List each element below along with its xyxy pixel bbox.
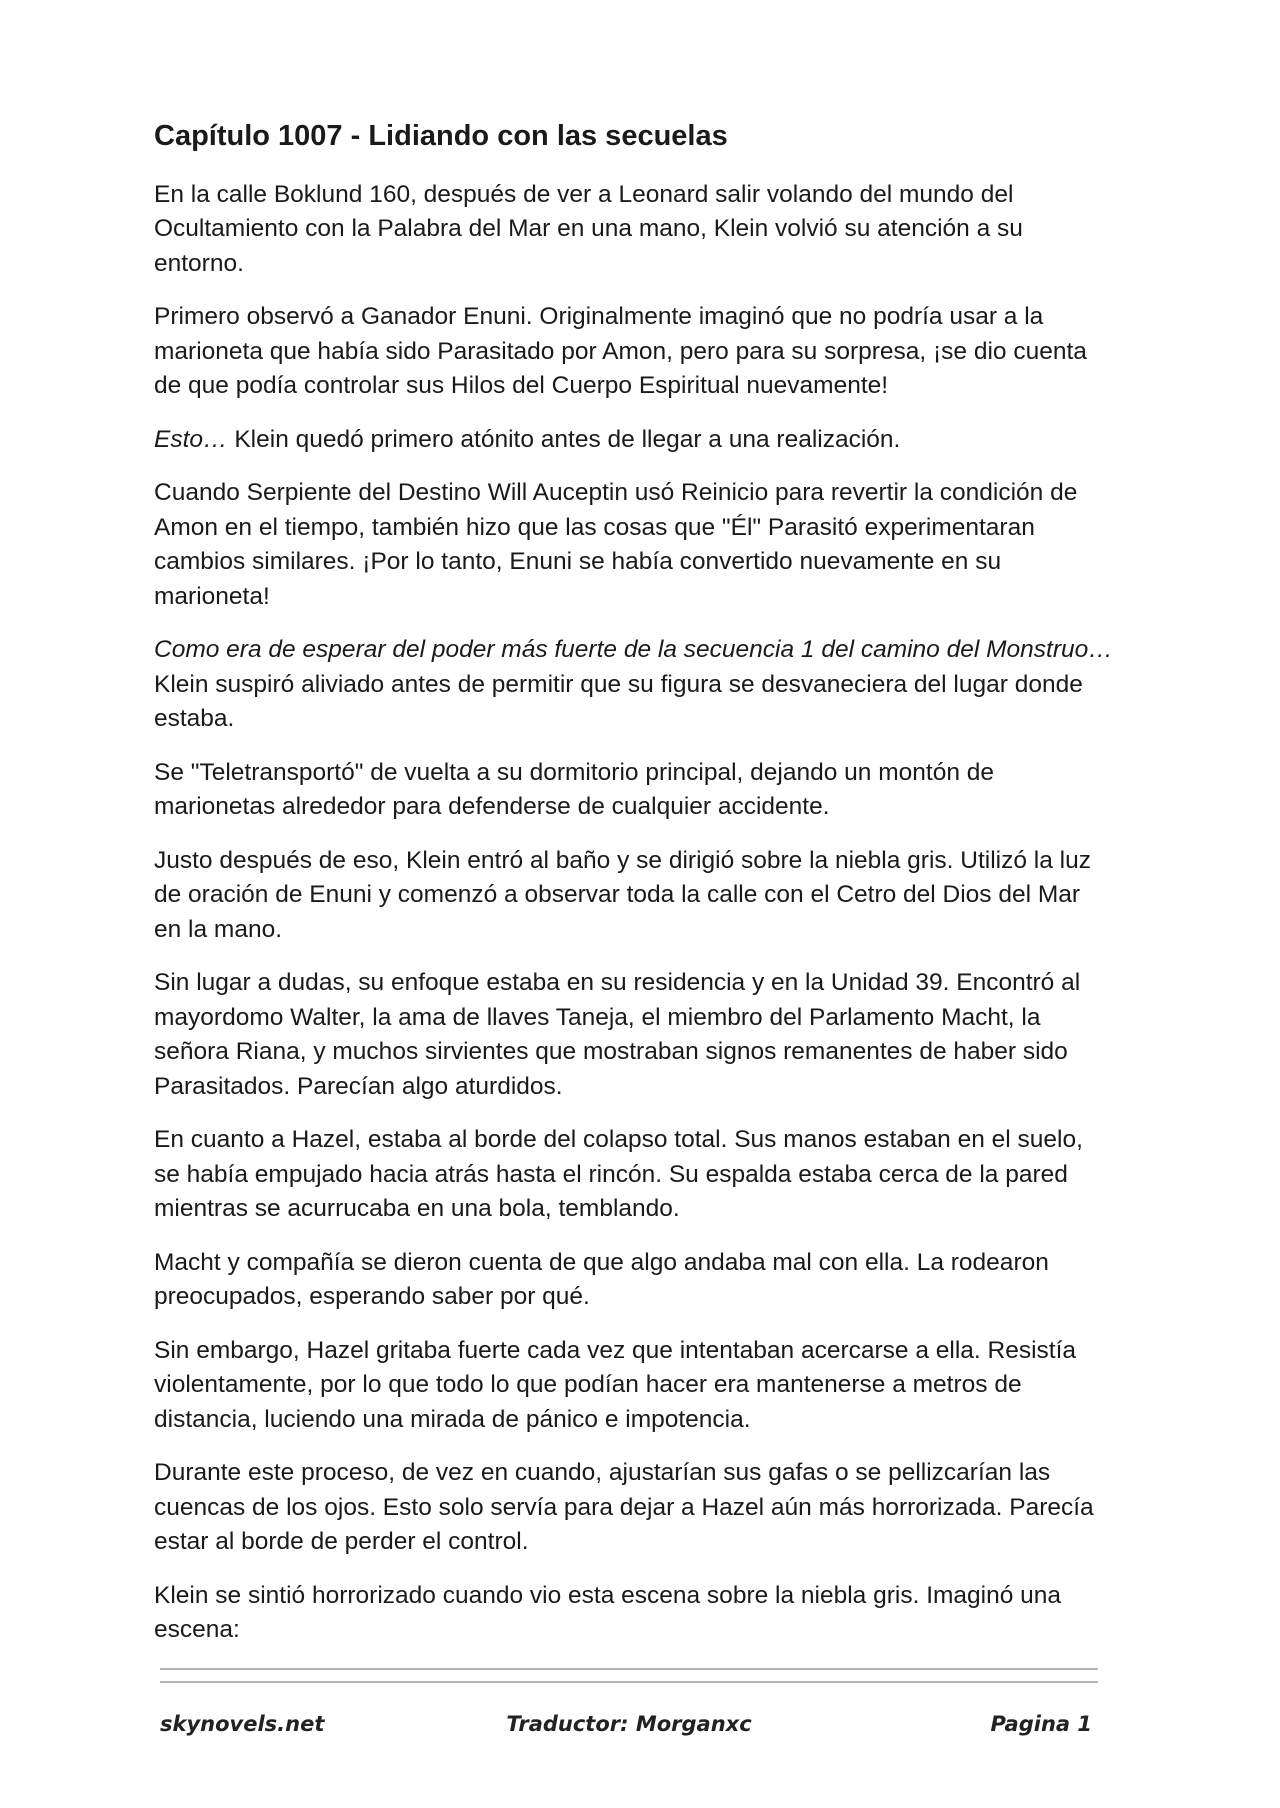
paragraph-text: Macht y compañía se dieron cuenta de que algo andaba mal con ella. La rodearon preocupados, esperando saber por qué.: [154, 1248, 1049, 1311]
paragraph-5: [154, 633, 1114, 737]
paragraph-text: Se "Teletransportó" de vuelta a su dormitorio principal, dejando un montón de marionetas alrededor para defenderse de cualquier accidente.: [154, 758, 995, 821]
paragraph-text: Justo después de eso, Klein entró al baño y se dirigió sobre la niebla gris. Utilizó la luz de oración de Enuni y comenzó a observar toda la calle con el Cetro del Dios del Mar en la mano.: [154, 846, 1091, 943]
footer-translator: Traductor: Morganxc: [506, 1712, 752, 1736]
paragraph-text: Durante este proceso, de vez en cuando, ajustarían sus gafas o se pellizcarían las cuencas de los ojos. Esto solo servía para dejar a Hazel aún más horrorizada. Parecía estar al borde de perder el control.: [154, 1459, 1094, 1556]
paragraph-11: [154, 1334, 1114, 1438]
paragraph-13: [154, 1579, 1114, 1648]
document-body: [154, 118, 1114, 1667]
footer-page-number: Pagina 1: [990, 1712, 1092, 1736]
paragraph-text: Klein se sintió horrorizado cuando vio esta escena sobre la niebla gris. Imaginó una escena:: [154, 1581, 1062, 1644]
paragraph-text: En cuanto a Hazel, estaba al borde del colapso total. Sus manos estaban en el suelo, se había empujado hacia atrás hasta el rincón. Su espalda estaba cerca de la pared mientras se acurrucaba en una bola, temblando.: [154, 1126, 1083, 1223]
footer-divider-top: [160, 1668, 1098, 1670]
chapter-title: Capítulo 1007 - Lidiando con las secuelas: [154, 120, 728, 152]
paragraph-8: [154, 966, 1114, 1104]
paragraph-text: Klein quedó primero atónito antes de llegar a una realización.: [227, 425, 901, 453]
page-footer: [160, 1712, 1098, 1752]
paragraph-text: Sin lugar a dudas, su enfoque estaba en su residencia y en la Unidad 39. Encontró al mayordomo Walter, la ama de llaves Taneja, el miembro del Parlamento Macht, la señora Riana, y muchos sirvientes que mostraban signos remanentes de haber sido Parasitados. Parecían algo aturdidos.: [154, 969, 1081, 1100]
paragraph-2: [154, 300, 1114, 404]
footer-site: skynovels.net: [160, 1712, 325, 1736]
paragraph-3: [154, 423, 1114, 458]
paragraph-italic-text: Esto…: [154, 425, 228, 453]
paragraph-text: Primero observó a Ganador Enuni. Originalmente imaginó que no podría usar a la marioneta que había sido Parasitado por Amon, pero para su sorpresa, ¡se dio cuenta de que podía controlar sus Hilos del Cuerpo Espiritual nuevamente!: [154, 303, 1087, 400]
paragraph-9: [154, 1123, 1114, 1227]
paragraph-text: En la calle Boklund 160, después de ver a Leonard salir volando del mundo del Ocultamiento con la Palabra del Mar en una mano, Klein volvió su atención a su entorno.: [154, 180, 1023, 277]
paragraph-text: Sin embargo, Hazel gritaba fuerte cada vez que intentaban acercarse a ella. Resistía violentamente, por lo que todo lo que podían hacer era mantenerse a metros de distancia, luciendo una mirada de pánico e impotencia.: [154, 1336, 1077, 1433]
paragraph-1: [154, 178, 1114, 282]
paragraph-10: [154, 1246, 1114, 1315]
paragraph-text: Klein suspiró aliviado antes de permitir que su figura se desvaneciera del lugar donde estaba.: [154, 670, 1083, 733]
paragraph-6: [154, 756, 1114, 825]
paragraph-text: Cuando Serpiente del Destino Will Auceptin usó Reinicio para revertir la condición de Amon en el tiempo, también hizo que las cosas que "Él" Parasitó experimentaran cambios similares. ¡Por lo tanto, Enuni se había convertido nuevamente en su marioneta!: [154, 479, 1078, 610]
paragraph-12: [154, 1456, 1114, 1560]
paragraph-4: [154, 476, 1114, 614]
paragraph-7: [154, 844, 1114, 948]
paragraph-italic-text: Como era de esperar del poder más fuerte de la secuencia 1 del camino del Monstruo…: [154, 636, 1113, 664]
footer-divider-bottom: [160, 1681, 1098, 1683]
